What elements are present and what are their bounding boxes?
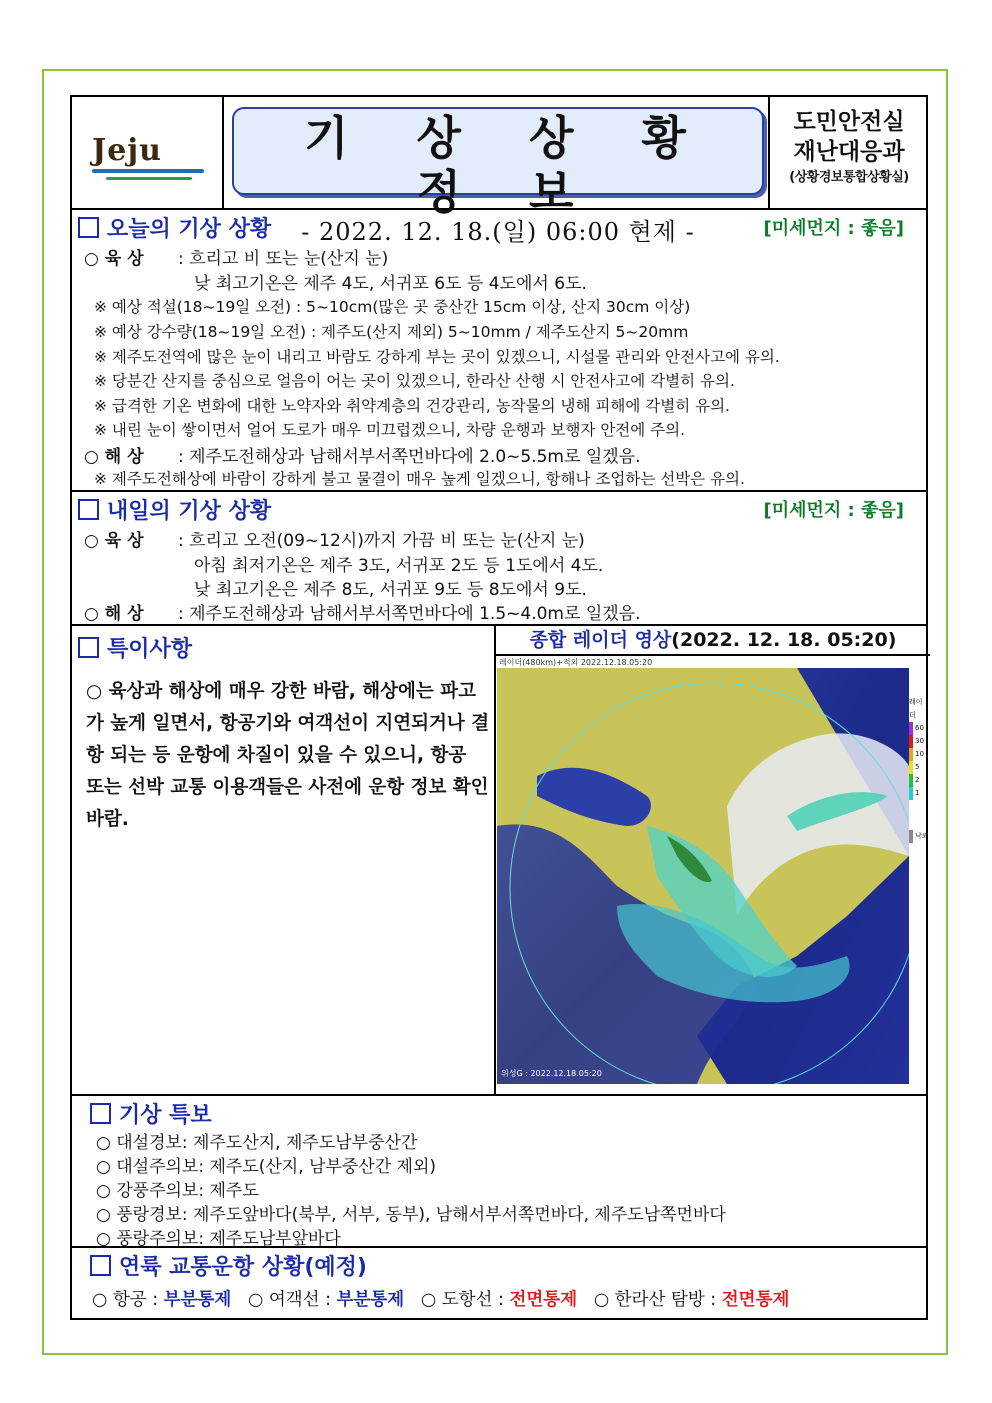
today-section: [72, 210, 926, 492]
dept-office: (상황경보통합상황실): [789, 170, 909, 185]
logo-text: Jeju: [92, 133, 162, 168]
legend-value: 5: [909, 761, 929, 774]
island-ship-label: ○ 도항선 :: [420, 1290, 510, 1310]
radar-legend: [909, 696, 929, 843]
warnings-section: [72, 1096, 926, 1248]
jeju-logo: [72, 97, 224, 208]
traffic-section: [72, 1248, 926, 1318]
radar-title: 종합 레이더 영상(2022. 12. 18. 05:20): [496, 626, 930, 656]
dept-name: 도민안전실: [793, 109, 905, 135]
note-item: ※ 제주도전해상에 바람이 강하게 불고 물결이 매우 높게 일겠으니, 항해나 조업하는 선박은 유의.: [94, 470, 745, 488]
sea-forecast: : 제주도전해상과 남해서부서쪽먼바다에 1.5~4.0m로 일겠음.: [178, 604, 641, 624]
hallasan-status: 전면통제: [721, 1290, 790, 1310]
dept-division: 재난대응과: [793, 139, 905, 165]
land-max-temperature: 낮 최고기온은 제주 8도, 서귀포 9도 등 8도에서 9도.: [194, 580, 587, 600]
special-radar-section: [72, 626, 929, 1096]
department-cell: [768, 97, 928, 208]
checkbox-icon: [90, 1255, 111, 1276]
land-forecast: : 흐리고 비 또는 눈(산지 눈): [178, 249, 389, 269]
land-forecast: : 흐리고 오전(09~12시)까지 가끔 비 또는 눈(산지 눈): [178, 531, 585, 551]
legend-value: 2: [909, 774, 929, 787]
sea-forecast: : 제주도전해상과 남해서부서쪽먼바다에 2.0~5.5m로 일겠음.: [178, 447, 641, 467]
checkbox-icon: [78, 499, 99, 520]
legend-value: 10: [909, 748, 929, 761]
report-date: - 2022. 12. 18.(일) 06:00 현제 -: [301, 218, 695, 246]
special-title: 특이사항: [78, 632, 192, 663]
note-item: ※ 급격한 기온 변화에 대한 노약자와 취약계층의 건강관리, 농작물의 냉해 피해에 각별히 유의.: [94, 397, 730, 415]
satellite-timestamp: 위성G : 2022.12.18.05:20: [501, 1069, 602, 1078]
traffic-status-row: [92, 1286, 789, 1311]
warning-item: ○ 대설경보: 제주도산지, 제주도남부중산간: [96, 1133, 418, 1153]
note-item: ※ 당분간 산지를 중심으로 얼음이 어는 곳이 있겠으니, 한라산 산행 시 안전사고에 각별히 유의.: [94, 372, 735, 390]
warnings-title: 기상 특보: [90, 1098, 212, 1129]
warning-item: ○ 대설주의보: 제주도(산지, 남부중산간 제외): [96, 1157, 437, 1177]
radar-image: [497, 656, 909, 1084]
tomorrow-section: [72, 492, 926, 626]
checkbox-icon: [90, 1103, 111, 1124]
traffic-title: 연륙 교통운항 상황(예정): [90, 1250, 367, 1281]
note-item: ※ 내린 눈이 쌓이면서 얼어 도로가 매우 미끄럽겠으니, 차량 운행과 보행자 안전에 주의.: [94, 421, 686, 439]
special-text: ○ 육상과 해상에 매우 강한 바람, 해상에는 파고가 높게 일면서, 항공기와 여객선이 지연되거나 결항 되는 등 운항에 차질이 있을 수 있으니, 항공 또는 선박 교통 이용객들은 사전에 운항 정보 확인 바람.: [86, 681, 490, 830]
island-ship-status: 전면통제: [509, 1290, 578, 1310]
land-label: ○ 육 상: [84, 249, 144, 269]
logo-wave: [106, 177, 192, 180]
weather-report-document: [70, 95, 928, 1320]
ship-label: ○ 여객선 :: [248, 1290, 337, 1310]
report-title: 기 상 상 황 정 보: [304, 111, 712, 219]
air-status: 부분통제: [163, 1290, 232, 1310]
special-notes: [72, 626, 496, 1094]
logo-wave: [92, 169, 204, 173]
warning-item: ○ 풍랑경보: 제주도앞바다(북부, 서부, 동부), 남해서부서쪽먼바다, 제주도남쪽먼바다: [96, 1205, 726, 1225]
tomorrow-title: 내일의 기상 상황: [78, 494, 271, 525]
land-min-temperature: 아침 최저기온은 제주 3도, 서귀포 2도 등 1도에서 4도.: [194, 556, 604, 576]
air-label: ○ 항공 :: [92, 1290, 164, 1310]
legend-value: 30: [909, 735, 929, 748]
warning-item: ○ 풍랑주의보: 제주도남부앞바다: [96, 1229, 341, 1249]
today-title: 오늘의 기상 상황: [78, 212, 271, 243]
checkbox-icon: [78, 217, 99, 238]
legend-value: 1: [909, 787, 929, 800]
land-label: ○ 육 상: [84, 531, 144, 551]
hallasan-label: ○ 한라산 탐방 :: [593, 1290, 722, 1310]
fine-dust-status: [미세먼지 : 좋음]: [763, 500, 904, 521]
note-item: ※ 예상 강수량(18~19일 오전) : 제주도(산지 제외) 5~10mm / 제주도산지 5~20mm: [94, 323, 689, 341]
ship-status: 부분통제: [336, 1290, 405, 1310]
warning-item: ○ 강풍주의보: 제주도: [96, 1181, 259, 1201]
legend-title: 레이더: [909, 698, 923, 719]
radar-timestamp: 레이더(480km)+적외 2022.12.18.05:20: [499, 658, 653, 667]
note-item: ※ 제주도전역에 많은 눈이 내리고 바람도 강하게 부는 곳이 있겠으니, 시설물 관리와 안전사고에 유의.: [94, 348, 780, 366]
checkbox-icon: [78, 637, 99, 658]
legend-lightning: 낙뢰: [909, 830, 929, 843]
title-box: [232, 107, 764, 246]
note-item: ※ 예상 적설(18~19일 오전) : 5~10cm(많은 곳 중산간 15cm 이상, 산지 30cm 이상): [94, 298, 691, 316]
sea-label: ○ 해 상: [84, 604, 144, 624]
land-temperature: 낮 최고기온은 제주 4도, 서귀포 6도 등 4도에서 6도.: [194, 274, 587, 294]
sea-label: ○ 해 상: [84, 447, 144, 467]
fine-dust-status: [미세먼지 : 좋음]: [763, 218, 904, 239]
legend-value: 60: [909, 722, 929, 735]
